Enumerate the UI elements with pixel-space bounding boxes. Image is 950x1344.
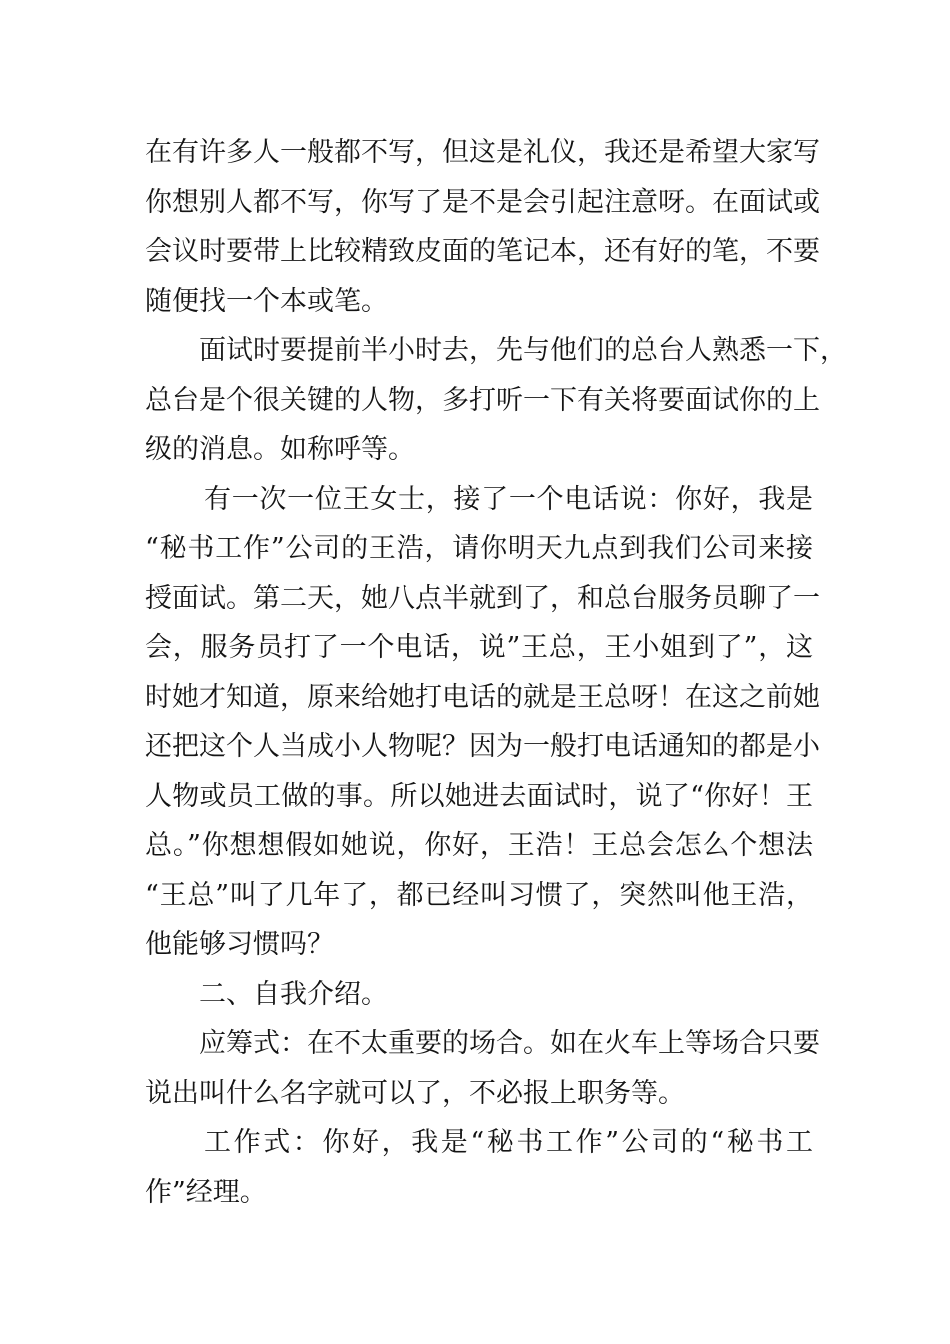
text-line-13: 还把这个人当成小人物呢？因为一般打电话通知的都是小 bbox=[145, 731, 820, 762]
text-line-8: 有一次一位王女士，接了一个电话说：你好，我是 bbox=[204, 483, 813, 515]
text-line-1: 在有许多人一般都不写，但这是礼仪，我还是希望大家写 bbox=[145, 137, 820, 168]
text-line-16: “王总”叫了几年了，都已经叫习惯了，突然叫他王浩， bbox=[145, 879, 813, 911]
text-line-4: 随便找一个本或笔。 bbox=[145, 285, 388, 317]
text-line-12: 时她才知道，原来给她打电话的就是王总呀！在这之前她 bbox=[145, 681, 820, 713]
text-line-2: 你想别人都不写，你写了是不是会引起注意呀。在面试或 bbox=[145, 186, 820, 218]
text-line-5: 面试时要提前半小时去，先与他们的总台人熟悉一下， bbox=[199, 335, 847, 366]
text-line-22: 作”经理。 bbox=[145, 1176, 267, 1208]
text-line-7: 级的消息。如称呼等。 bbox=[145, 434, 415, 465]
text-line-6: 总台是个很关键的人物，多打听一下有关将要面试你的上 bbox=[145, 384, 820, 416]
text-line-19: 应筹式：在不太重要的场合。如在火车上等场合只要 bbox=[199, 1028, 820, 1059]
text-line-3: 会议时要带上比较精致皮面的笔记本，还有好的笔，不要 bbox=[145, 236, 820, 267]
text-line-9: “秘书工作”公司的王浩，请你明天九点到我们公司来接 bbox=[145, 533, 813, 564]
text-line-14: 人物或员工做的事。所以她进去面试时，说了“你好！王 bbox=[145, 780, 813, 812]
body-text bbox=[145, 128, 847, 1217]
text-line-17: 他能够习惯吗？ bbox=[145, 929, 334, 960]
text-line-11: 会，服务员打了一个电话，说”王总，王小姐到了”，这 bbox=[145, 632, 813, 663]
text-line-21: 工作式：你好，我是“秘书工作”公司的“秘书工 bbox=[204, 1127, 813, 1158]
text-line-20: 说出叫什么名字就可以了，不必报上职务等。 bbox=[145, 1077, 685, 1109]
text-line-10: 授面试。第二天，她八点半就到了，和总台服务员聊了一 bbox=[145, 582, 820, 614]
text-line-15: 总。”你想想假如她说，你好，王浩！王总会怎么个想法 bbox=[145, 830, 813, 861]
section-heading: 二、自我介绍。 bbox=[199, 978, 388, 1010]
